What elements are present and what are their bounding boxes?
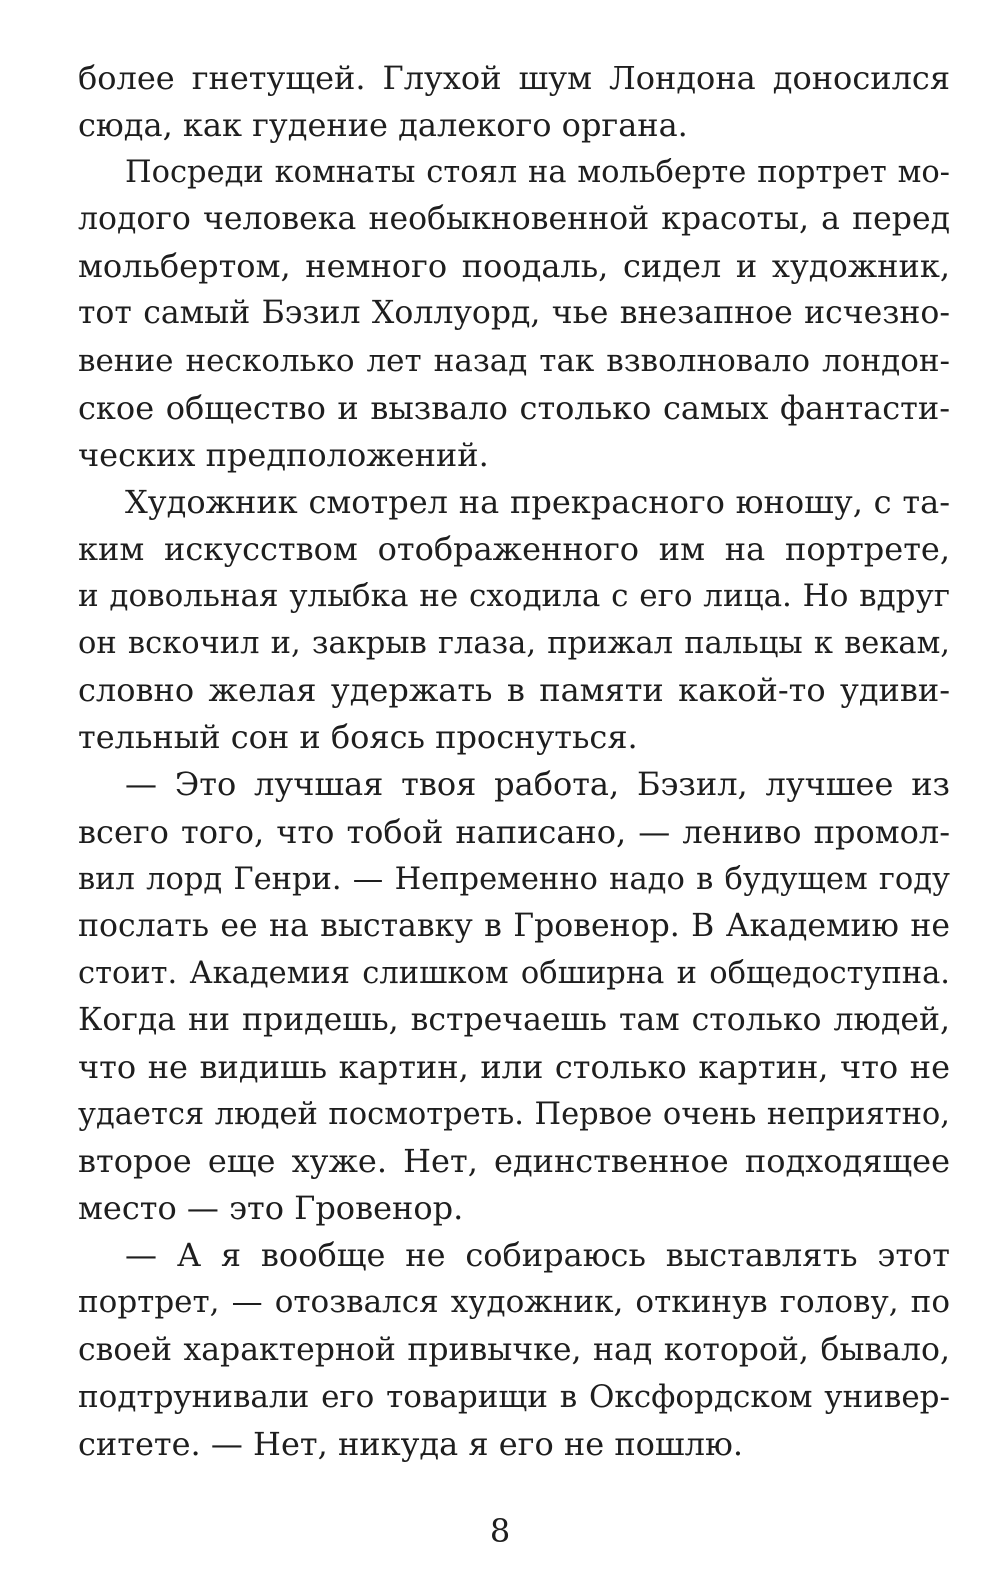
text-line: вение несколько лет назад так взволновало лондон- (78, 342, 950, 379)
text-line: удается людей посмотреть. Первое очень неприятно, (78, 1097, 950, 1133)
book-page-text (78, 55, 950, 1468)
text-line: тот самый Бэзил Холлуорд, чье внезапное исчезно- (78, 295, 950, 332)
text-line: стоит. Академия слишком обширна и общедоступна. (78, 955, 950, 991)
text-line: вил лорд Генри. — Непременно надо в будущем году (78, 861, 950, 897)
text-line: ситете. — Нет, никуда я его не пошлю. (78, 1424, 744, 1463)
text-line: Посреди комнаты стоял на мольберте портрет мо- (125, 155, 950, 191)
text-line: своей характерной привычке, над которой, бывало, (78, 1331, 950, 1368)
text-line: всего того, что тобой написано, — лениво промол- (78, 812, 950, 851)
text-line: более гнетущей. Глухой шум Лондона доносился (78, 59, 950, 97)
text-line: портрет, — отозвался художник, откинув голову, по (78, 1284, 950, 1321)
text-line: ческих предположений. (78, 435, 489, 474)
paragraph-2 (78, 149, 950, 479)
paragraph-4 (78, 761, 950, 1232)
text-line: Художник смотрел на прекрасного юношу, с та- (125, 482, 950, 521)
text-line: он вскочил и, закрыв глаза, прижал пальцы к векам, (78, 626, 950, 662)
text-line: тельный сон и боясь проснуться. (78, 718, 638, 757)
text-line: второе еще хуже. Нет, единственное подходящее (78, 1142, 950, 1181)
text-line: послать ее на выставку в Гровенор. В Академию не (78, 907, 950, 944)
text-line: и довольная улыбка не сходила с его лица. Но вдруг (78, 578, 950, 615)
text-line: мольбертом, немного поодаль, сидел и художник, (78, 247, 950, 286)
paragraph-5 (78, 1232, 950, 1467)
text-line: — А я вообще не собираюсь выставлять этот (125, 1236, 950, 1275)
text-line: что не видишь картин, или столько картин, что не (78, 1047, 950, 1086)
text-line: ким искусством отображенного им на портрете, (78, 529, 950, 568)
paragraph-3 (78, 479, 950, 762)
text-line: Когда ни придешь, встречаешь там столько людей, (78, 1001, 950, 1038)
page-number: 8 (489, 1512, 511, 1550)
text-line: место — это Гровенор. (78, 1189, 464, 1228)
text-line: — Это лучшая твоя работа, Бэзил, лучшее из (125, 765, 950, 804)
text-line: сюда, как гудение далекого органа. (78, 106, 688, 145)
text-line: подтрунивали его товарищи в Оксфордском универ- (78, 1378, 950, 1415)
text-line: словно желая удержать в памяти какой-то удиви- (78, 671, 950, 710)
paragraph-1 (78, 55, 950, 149)
text-line: лодого человека необыкновенной красоты, а перед (78, 201, 950, 238)
text-line: ское общество и вызвало столько самых фантасти- (78, 388, 950, 427)
